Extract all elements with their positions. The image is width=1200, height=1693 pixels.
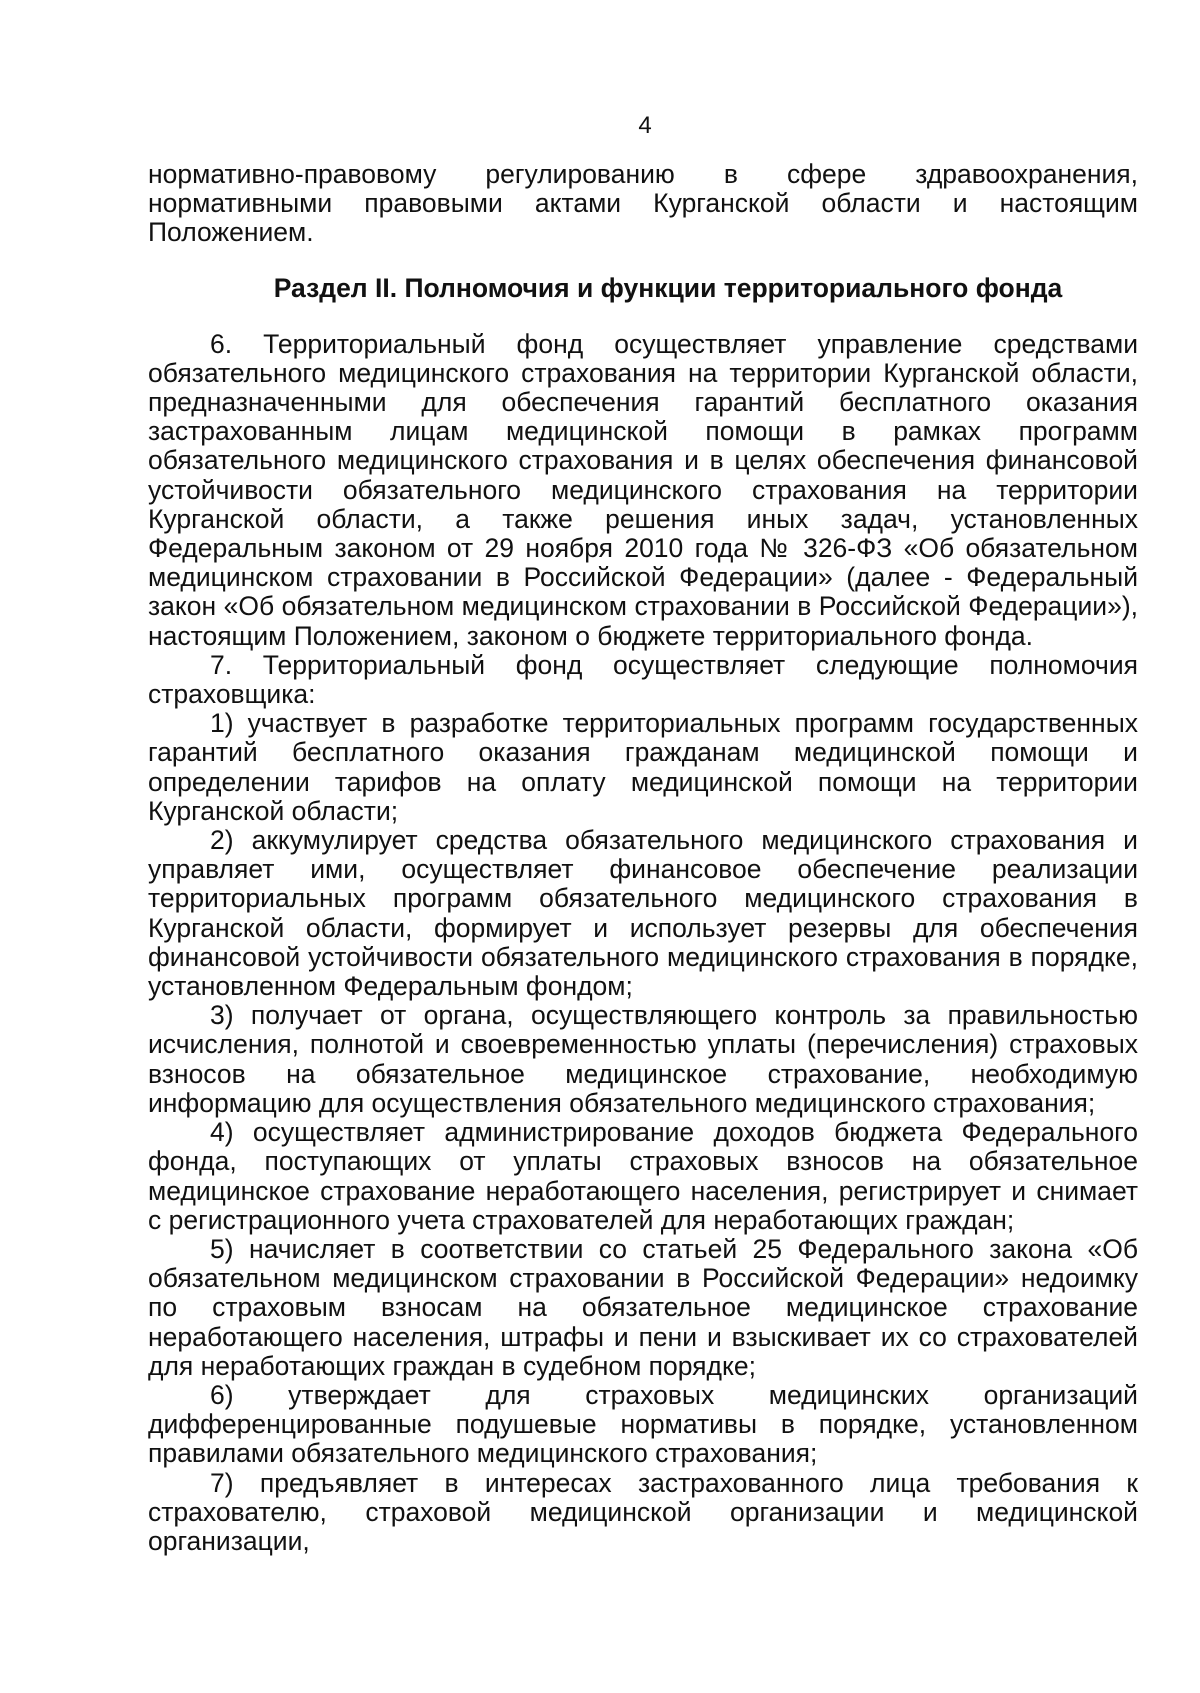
list-item-4: 4) осуществляет администрирование доходов бюджета Федерального фонда, поступающих от уплаты страховых взносов на обязательное медицинское страхование неработающего населения, регистрирует и снимает с регистрационного учета страхователей для неработающих граждан; xyxy=(148,1117,1138,1235)
list-item-1: 1) участвует в разработке территориальных программ государственных гарантий бесплатного оказания гражданам медицинской помощи и определении тарифов на оплату медицинской помощи на территории Курганской области; xyxy=(148,708,1138,826)
list-item-5: 5) начисляет в соответствии со статьей 25 Федерального закона «Об обязательном медицинском страховании в Российской Федерации» недоимку по страховым взносам на обязательное медицинское страхование неработающего населения, штрафы и пени и взыскивает их со страхователей для неработающих граждан в судебном порядке; xyxy=(148,1233,1138,1381)
paragraph-7: 7. Территориальный фонд осуществляет следующие полномочия страховщика: xyxy=(148,649,1138,710)
paragraph-6: 6. Территориальный фонд осуществляет управление средствами обязательного медицинского страхования на территории Курганской области, предназначенными для обеспечения гарантий бесплатного оказания застрахованным лицам медицинской помощи в рамках программ обязательного медицинского страхования и в целях обеспечения финансовой устойчивости обязательного медицинского страхования на территории Курганской области, а также решения иных задач, установленных Федеральным законом от 29 ноября 2010 года № 326-ФЗ «Об обязательном медицинском страховании в Российской Федерации» (далее - Федеральный закон «Об обязательном медицинском страховании в Российской Федерации»), настоящим Положением, законом о бюджете территориального фонда. xyxy=(148,328,1138,651)
list-item-2: 2) аккумулирует средства обязательного медицинского страхования и управляет ими, осуществляет финансовое обеспечение реализации территориальных программ обязательного медицинского страхования в Курганской области, формирует и использует резервы для обеспечения финансовой устойчивости обязательного медицинского страхования в порядке, установленном Федеральным фондом; xyxy=(148,825,1138,1002)
list-item-7: 7) предъявляет в интересах застрахованного лица требования к страхователю, страховой медицинской организации и медицинской организации, xyxy=(148,1467,1138,1556)
intro-paragraph: нормативно-правовому регулированию в сфере здравоохранения, нормативными правовыми актами Курганской области и настоящим Положением. xyxy=(148,159,1138,248)
document-body xyxy=(148,160,1138,1556)
page-number: 4 xyxy=(638,112,652,139)
list-item-6: 6) утверждает для страховых медицинских организаций дифференцированные подушевые нормативы в порядке, установленном правилами обязательного медицинского страхования; xyxy=(148,1379,1138,1469)
section-heading: Раздел II. Полномочия и функции территориального фонда xyxy=(273,272,1063,303)
list-item-3: 3) получает от органа, осуществляющего контроль за правильностью исчисления, полнотой и своевременностью уплаты (перечисления) страховых взносов на обязательное медицинское страхование, необходимую информацию для осуществления обязательного медицинского страхования; xyxy=(148,1000,1138,1118)
